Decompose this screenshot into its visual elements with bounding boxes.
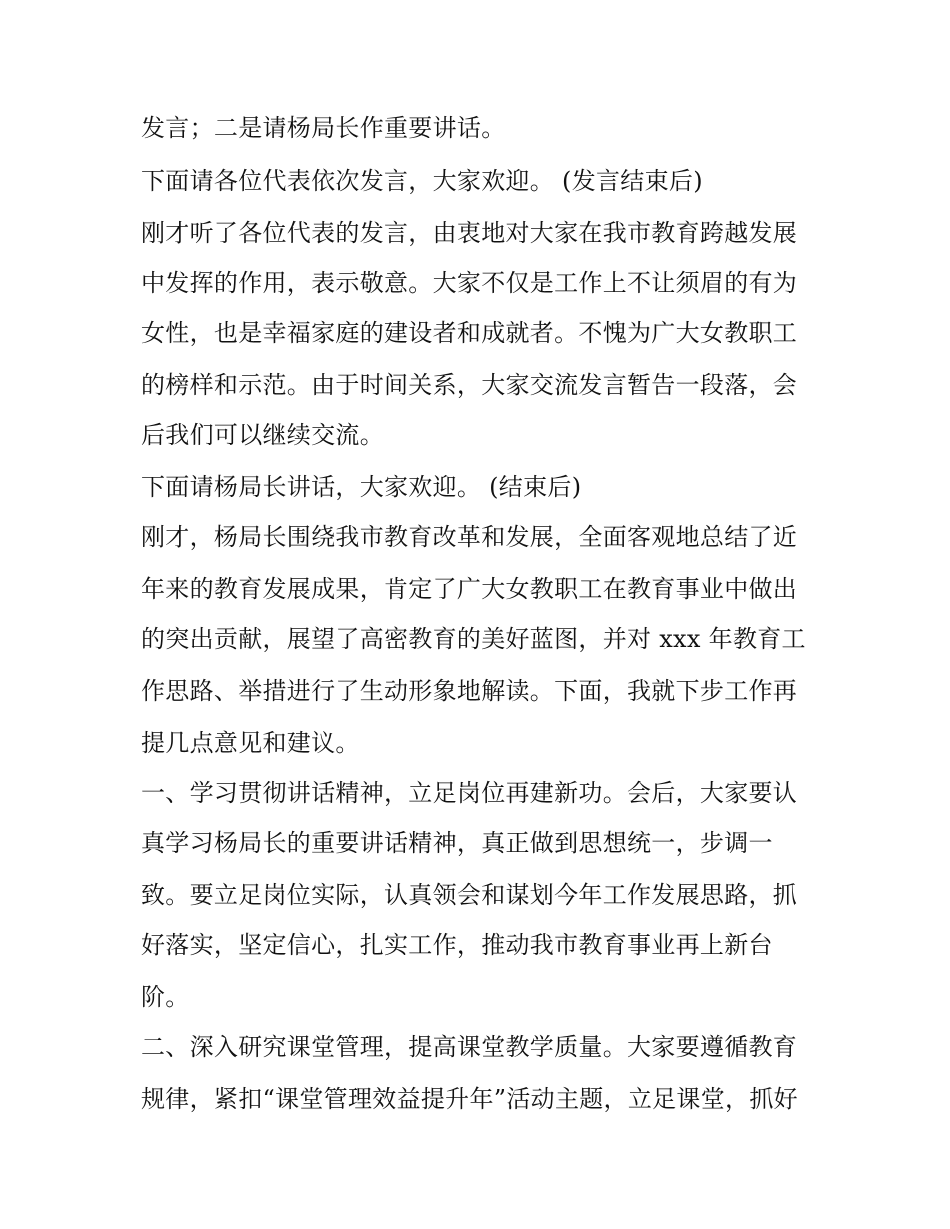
text-line: 提几点意见和建议。 [141,729,360,757]
text-line: 作思路、举措进行了生动形象地解读。下面，我就下步工作再 [141,677,798,705]
text-line: 发言；二是请杨局长作重要讲话。 [141,114,506,142]
text-line: 一、学习贯彻讲话精神，立足岗位再建新功。会后，大家要认 [141,779,798,807]
text-line: 真学习杨局长的重要讲话精神，真正做到思想统一，步调一 [141,829,773,857]
text-line: 刚才，杨局长围绕我市教育改革和发展，全面客观地总结了近 [141,523,798,551]
text-line: 的榜样和示范。由于时间关系，大家交流发言暂告一段落，会 [141,371,798,399]
text-line: 年来的教育发展成果，肯定了广大女教职工在教育事业中做出 [141,575,798,603]
text-line: 规律，紧扣“课堂管理效益提升年”活动主题，立足课堂，抓好 [141,1085,798,1113]
text-line: 致。要立足岗位实际，认真领会和谋划今年工作发展思路，抓 [141,881,798,909]
text-line: 后我们可以继续交流。 [141,421,384,449]
text-line: 阶。 [141,983,190,1011]
text-line: 的突出贡献，展望了高密教育的美好蓝图，并对 xxx 年教育工 [141,625,806,653]
text-line: 二、深入研究课堂管理，提高课堂教学质量。大家要遵循教育 [141,1033,798,1061]
text-line: 下面请各位代表依次发言，大家欢迎。 (发言结束后) [141,167,703,195]
text-line: 下面请杨局长讲话，大家欢迎。 (结束后) [141,473,582,501]
text-line: 中发挥的作用，表示敬意。大家不仅是工作上不让须眉的有为 [141,269,798,297]
text-line: 刚才听了各位代表的发言，由衷地对大家在我市教育跨越发展 [141,219,798,247]
text-line: 好落实，坚定信心，扎实工作，推动我市教育事业再上新台 [141,931,773,959]
text-line: 女性，也是幸福家庭的建设者和成就者。不愧为广大女教职工 [141,319,798,347]
